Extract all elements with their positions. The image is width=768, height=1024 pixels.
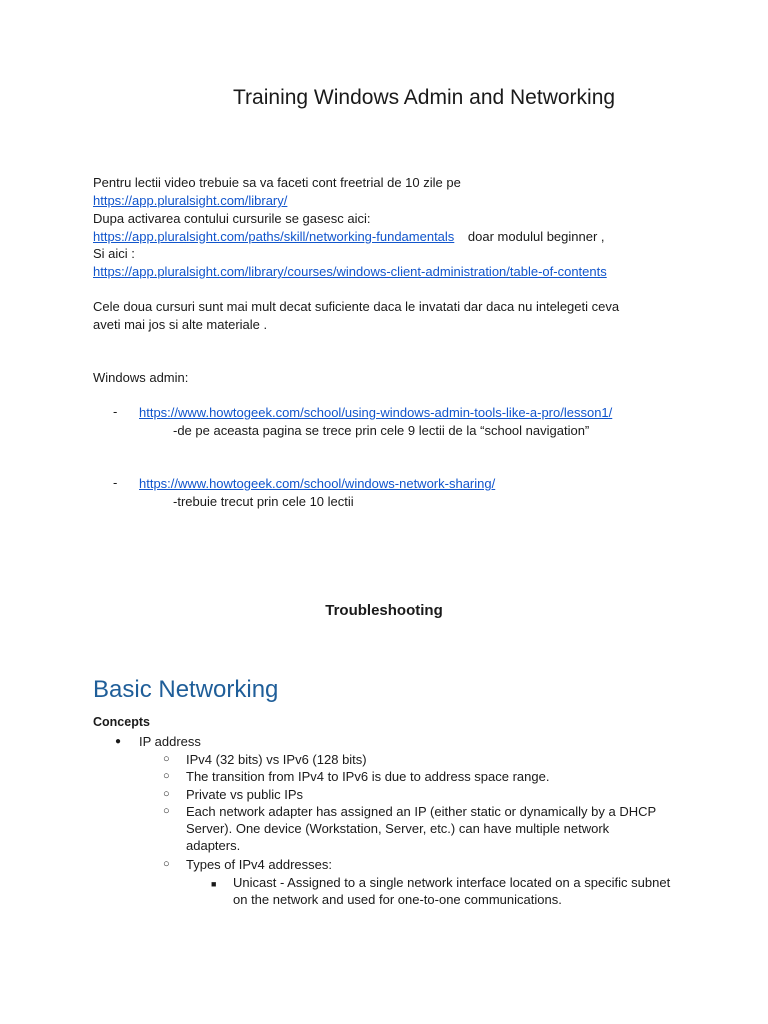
intro-line-1: Pentru lectii video trebuie sa va faceti cont freetrial de 10 zile pe [93,175,461,190]
square-bullet-icon: ■ [211,879,217,889]
circle-bullet-icon: ○ [163,788,170,800]
intro-line-3: Si aici : [93,246,135,261]
howtogeek-admin-tools-link[interactable]: https://www.howtogeek.com/school/using-windows-admin-tools-like-a-pro/lesson1/ [139,405,613,420]
concepts-heading: Concepts [93,715,150,729]
pluralsight-library-link[interactable]: https://app.pluralsight.com/library/ [93,193,288,208]
windows-admin-label: Windows admin: [93,370,189,385]
list-dash: - [113,475,118,490]
windows-client-admin-link[interactable]: https://app.pluralsight.com/library/courses/windows-client-administration/table-of-contents [93,264,607,279]
intro-paragraph-line-1: Cele doua cursuri sunt mai mult decat suficiente daca le invatati dar daca nu intelegeti ceva [93,299,620,314]
networking-fundamentals-link[interactable]: https://app.pluralsight.com/paths/skill/networking-fundamentals [93,229,455,244]
howtogeek-network-sharing-link[interactable]: https://www.howtogeek.com/school/windows-network-sharing/ [139,476,496,491]
admin-tools-note: -de pe aceasta pagina se trece prin cele 9 lectii de la “school navigation” [173,423,590,438]
intro-line-2: Dupa activarea contului cursurile se gasesc aici: [93,211,371,226]
beginner-note: doar modulul beginner , [467,229,605,244]
page-title: Training Windows Admin and Networking [233,86,616,109]
circle-bullet-icon: ○ [163,858,170,870]
intro-link2-row [93,228,605,245]
basic-networking-heading: Basic Networking [93,676,279,703]
intro-paragraph-line-2: aveti mai jos si alte materiale . [93,317,268,332]
list-dash: - [113,404,118,419]
circle-bullet-icon: ○ [163,753,170,765]
bullet-icon: ● [115,736,122,747]
circle-bullet-icon: ○ [163,770,170,782]
network-sharing-note: -trebuie trecut prin cele 10 lectii [173,494,354,509]
troubleshooting-heading: Troubleshooting [325,602,443,619]
circle-bullet-icon: ○ [163,805,170,817]
